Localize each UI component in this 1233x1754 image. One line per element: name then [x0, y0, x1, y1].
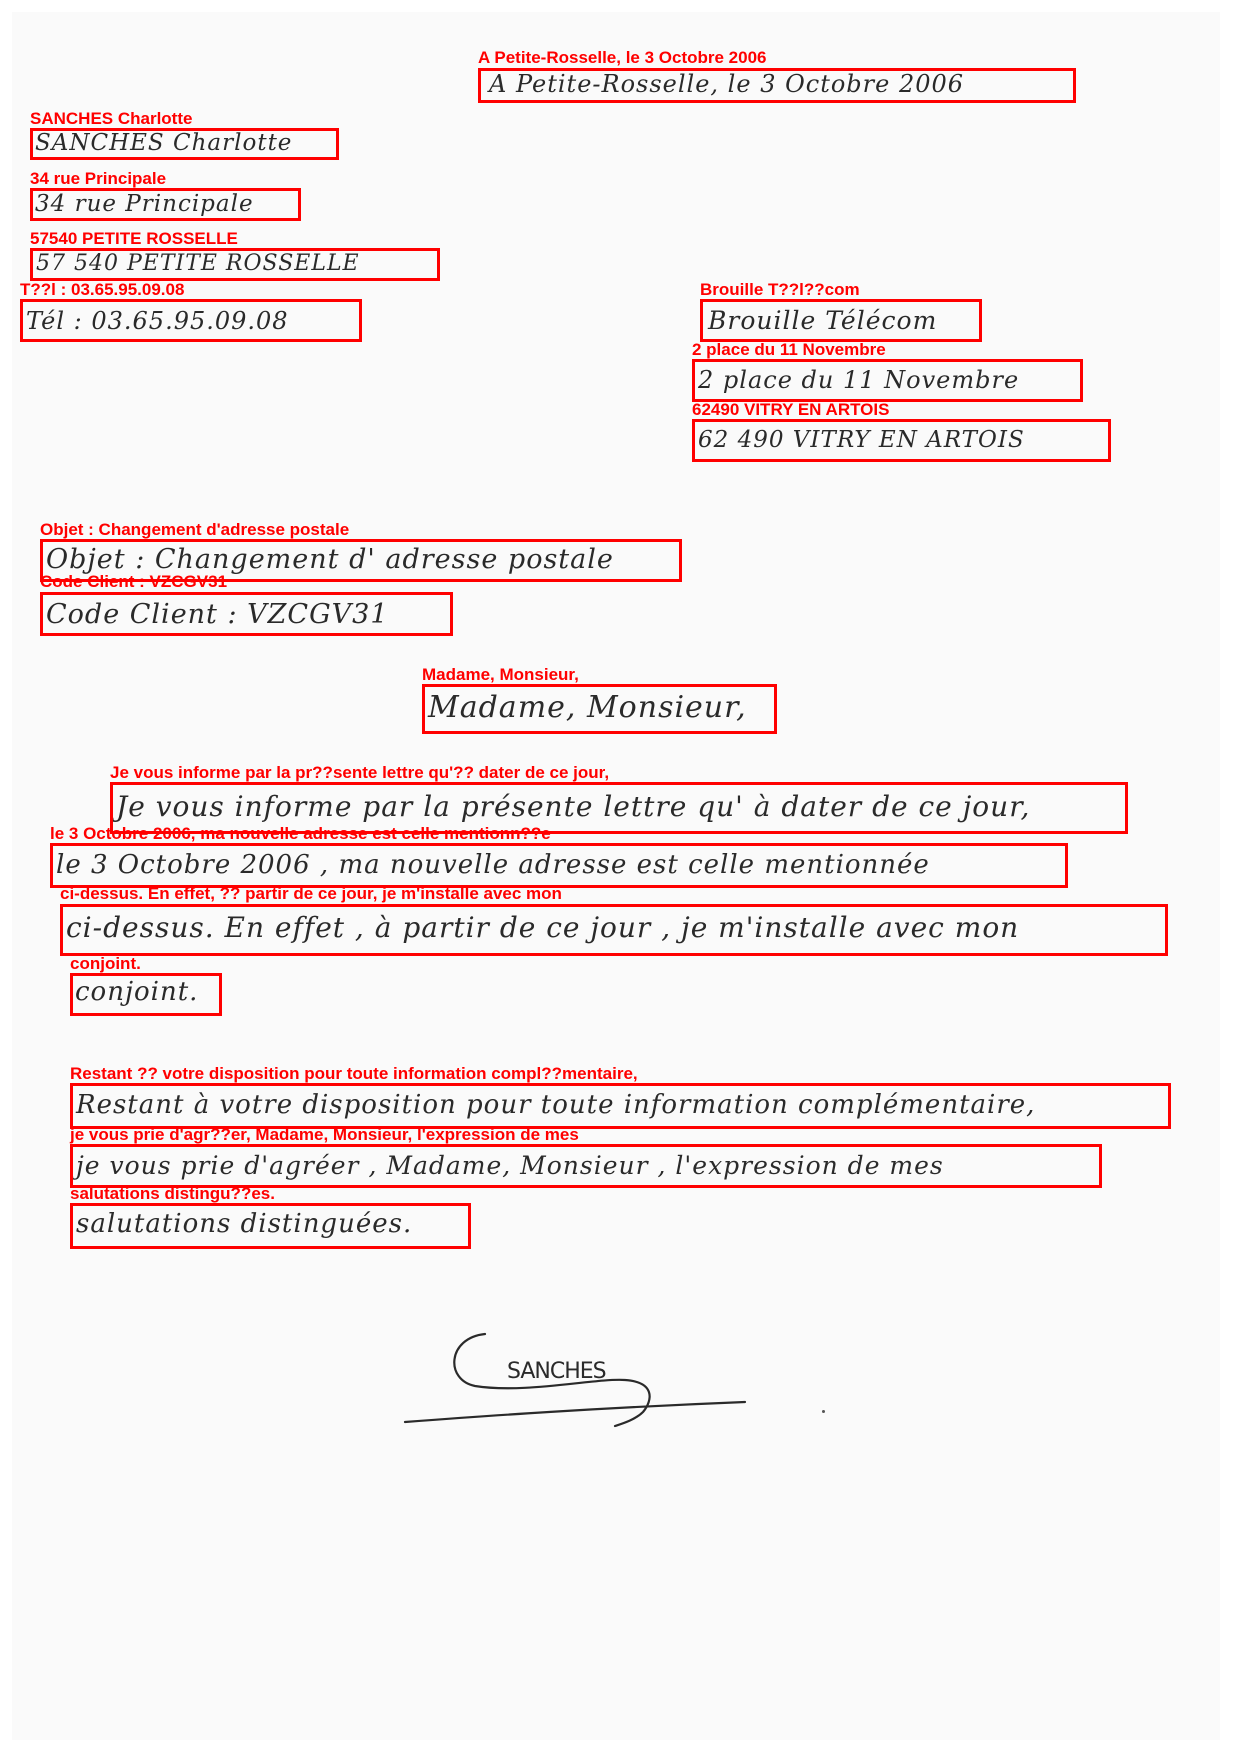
recipient-city-handwriting: 62 490 VITRY EN ARTOIS	[698, 427, 1025, 453]
body-line-1-annotation-label: Je vous informe par la pr??sente lettre qu'?? dater de ce jour,	[110, 763, 610, 782]
recipient-street-handwriting: 2 place du 11 Novembre	[698, 366, 1020, 394]
sender-phone-handwriting: Tél : 03.65.95.09.08	[26, 307, 289, 335]
closing-line-1-bounding-box	[70, 1083, 1171, 1129]
recipient-street-annotation-label: 2 place du 11 Novembre	[692, 340, 886, 359]
date-bounding-box	[478, 68, 1076, 103]
recipient-street-bounding-box	[692, 359, 1083, 402]
recipient-city-annotation-label: 62490 VITRY EN ARTOIS	[692, 400, 890, 419]
body-line-4-handwriting: conjoint.	[75, 977, 199, 1007]
closing-line-3-annotation-label: salutations distingu??es.	[70, 1184, 275, 1203]
body-line-2-bounding-box	[50, 843, 1068, 888]
closing-line-3-bounding-box	[70, 1203, 471, 1249]
closing-line-2-handwriting: je vous prie d'agréer , Madame, Monsieur , l'expression de mes	[76, 1151, 944, 1180]
body-line-4-annotation-label: conjoint.	[70, 954, 141, 973]
client-code-bounding-box	[40, 592, 453, 636]
closing-line-1-handwriting: Restant à votre disposition pour toute information complémentaire,	[76, 1090, 1036, 1120]
body-line-2-annotation-label: le 3 Octobre 2006, ma nouvelle adresse est celle mentionn??e	[50, 824, 551, 843]
date-handwriting: A Petite-Rosselle, le 3 Octobre 2006	[489, 70, 965, 98]
salutation-annotation-label: Madame, Monsieur,	[422, 665, 579, 684]
salutation-bounding-box	[422, 684, 777, 734]
recipient-name-handwriting: Brouille Télécom	[708, 306, 938, 335]
sender-name-annotation-label: SANCHES Charlotte	[30, 109, 193, 128]
sender-phone-annotation-label: T??l : 03.65.95.09.08	[20, 280, 185, 299]
signature-lettering: SANCHES	[507, 1359, 606, 1384]
subject-handwriting: Objet : Changement d' adresse postale	[46, 544, 614, 575]
sender-name-handwriting: SANCHES Charlotte	[35, 130, 293, 156]
body-line-3-bounding-box	[60, 904, 1168, 956]
recipient-name-annotation-label: Brouille T??l??com	[700, 280, 860, 299]
sender-street-handwriting: 34 rue Principale	[35, 191, 254, 217]
recipient-city-bounding-box	[692, 419, 1111, 462]
sender-street-bounding-box	[30, 188, 301, 221]
sender-phone-bounding-box	[20, 299, 362, 342]
salutation-handwriting: Madame, Monsieur,	[428, 690, 747, 725]
handwritten-signature	[395, 1320, 755, 1440]
body-line-1-handwriting: Je vous informe par la présente lettre qu' à dater de ce jour,	[116, 790, 1031, 823]
recipient-name-bounding-box	[700, 299, 982, 342]
sender-street-annotation-label: 34 rue Principale	[30, 169, 167, 188]
body-line-3-handwriting: ci-dessus. En effet , à partir de ce jour , je m'installe avec mon	[66, 911, 1020, 944]
body-line-3-annotation-label: ci-dessus. En effet, ?? partir de ce jour, je m'installe avec mon	[60, 884, 562, 903]
closing-line-2-annotation-label: je vous prie d'agr??er, Madame, Monsieur, l'expression de mes	[70, 1125, 579, 1144]
sender-name-bounding-box	[30, 128, 339, 160]
date-annotation-label: A Petite-Rosselle, le 3 Octobre 2006	[478, 48, 767, 67]
sender-city-bounding-box	[30, 248, 440, 281]
body-line-4-bounding-box	[70, 973, 222, 1016]
sender-city-handwriting: 57 540 PETITE ROSSELLE	[36, 251, 360, 276]
closing-line-2-bounding-box	[70, 1144, 1102, 1188]
client-code-annotation-label: Code Client : VZCGV31	[40, 572, 228, 591]
body-line-2-handwriting: le 3 Octobre 2006 , ma nouvelle adresse est celle mentionnée	[56, 850, 930, 880]
stray-dot	[822, 1410, 825, 1413]
subject-annotation-label: Objet : Changement d'adresse postale	[40, 520, 350, 539]
sender-city-annotation-label: 57540 PETITE ROSSELLE	[30, 229, 238, 248]
closing-line-3-handwriting: salutations distinguées.	[76, 1209, 413, 1239]
closing-line-1-annotation-label: Restant ?? votre disposition pour toute information compl??mentaire,	[70, 1064, 638, 1083]
client-code-handwriting: Code Client : VZCGV31	[46, 599, 389, 630]
